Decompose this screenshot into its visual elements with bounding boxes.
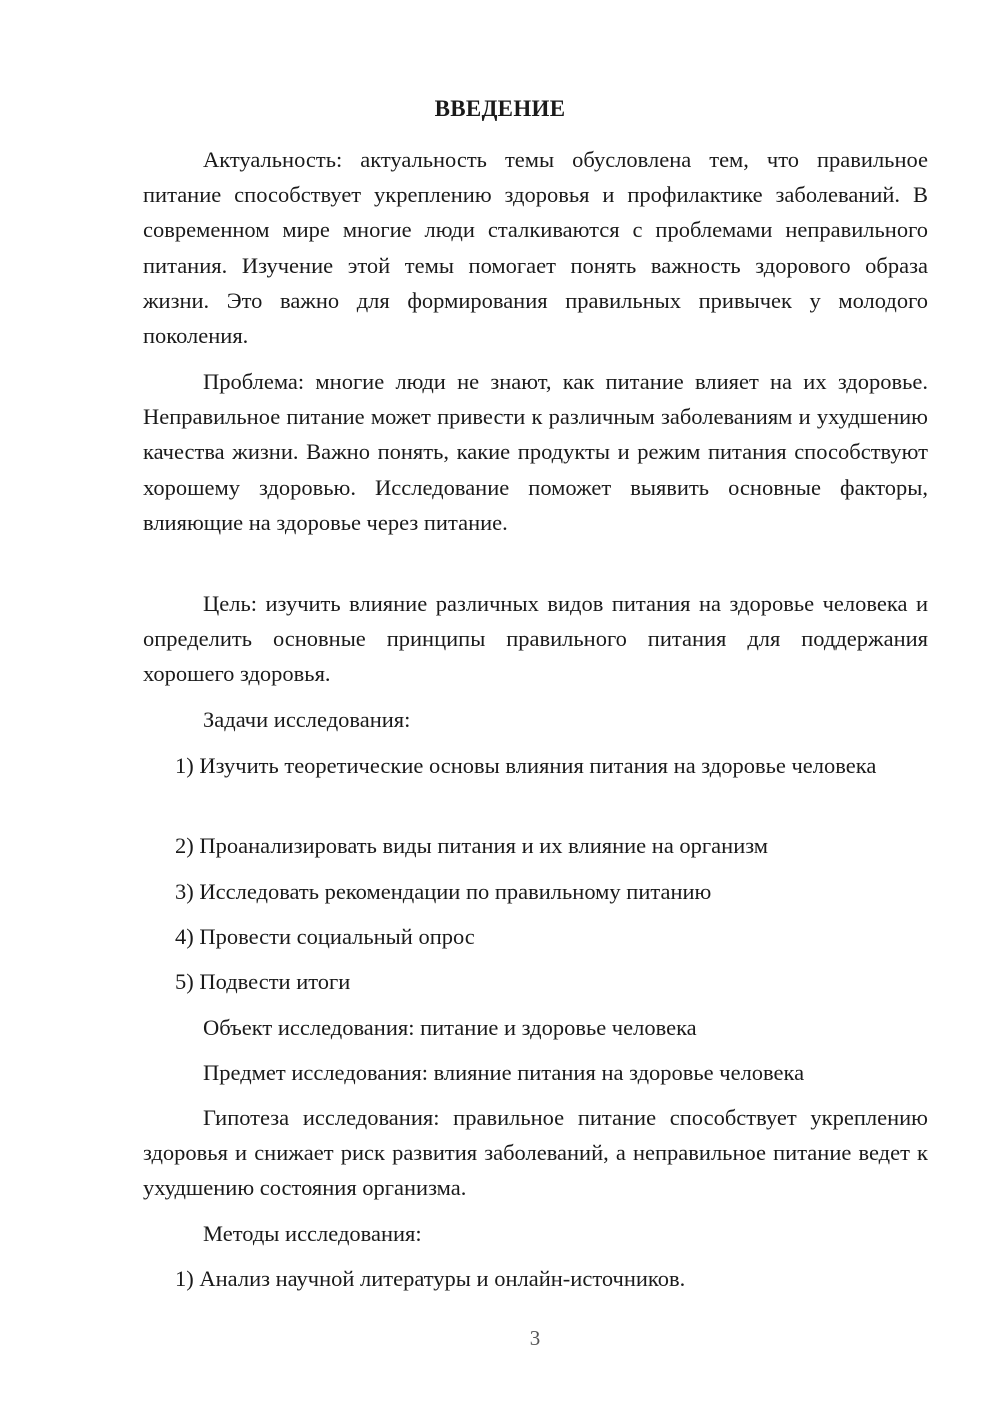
research-object: Объект исследования: питание и здоровье человека [203, 1015, 697, 1040]
task-item-2: 2) Проанализировать виды питания и их влияние на организм [175, 833, 769, 858]
task-item-1: 1) Изучить теоретические основы влияния питания на здоровье человека [175, 753, 877, 778]
tasks-heading: Задачи исследования: [203, 707, 411, 732]
section-title: ВВЕДЕНИЕ [434, 96, 566, 121]
methods-heading: Методы исследования: [203, 1221, 422, 1246]
page-number: 3 [529, 1326, 541, 1350]
hypothesis-paragraph: Гипотеза исследования: правильное питание способствует укреплению здоровья и снижает риск развития заболеваний, а неправильное питание ведет к ухудшению состояния организма. [143, 1105, 928, 1201]
relevance-paragraph: Актуальность: актуальность темы обусловлена тем, что правильное питание способствует укреплению здоровья и профилактике заболеваний. В современном мире многие люди сталкиваются с проблемами неправильного питания. Изучение этой темы помогает понять важность здорового образа жизни. Это важно для формирования правильных привычек у молодого поколения. [143, 147, 928, 349]
research-subject: Предмет исследования: влияние питания на здоровье человека [203, 1060, 805, 1085]
goal-paragraph: Цель: изучить влияние различных видов питания на здоровье человека и определить основные принципы правильного питания для поддержания хорошего здоровья. [143, 591, 928, 687]
task-item-5: 5) Подвести итоги [175, 969, 351, 994]
task-item-4: 4) Провести социальный опрос [175, 924, 475, 949]
problem-paragraph: Проблема: многие люди не знают, как питание влияет на их здоровье. Неправильное питание может привести к различным заболеваниям и ухудшению качества жизни. Важно понять, какие продукты и режим питания способствуют хорошему здоровью. Исследование поможет выявить основные факторы, влияющие на здоровье через питание. [143, 369, 928, 535]
task-item-3: 3) Исследовать рекомендации по правильному питанию [175, 879, 712, 904]
method-item-1: 1) Анализ научной литературы и онлайн-источников. [175, 1266, 686, 1291]
